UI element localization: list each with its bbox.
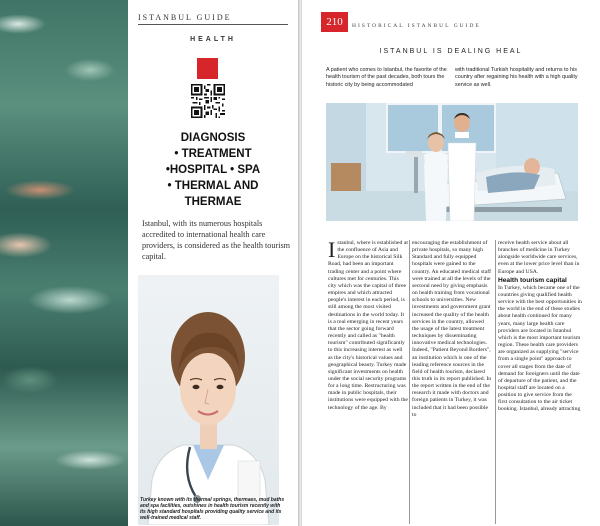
drop-cap: I: [328, 237, 336, 262]
hospital-room-photo: [326, 103, 578, 221]
section-label: HEALTH: [190, 36, 236, 43]
headline-line: DIAGNOSIS: [180, 132, 246, 144]
article-column-2: [412, 240, 492, 419]
red-square-mark: [197, 58, 218, 79]
column-3-text-bottom: In Turkey, which became one of the countries giving qualified health service with the best opportunities in the world in the end of these studies about health continued for many years, many large health care providers are located in Istanbul which is the most important tourism region. These health care providers are organized as supplying "service from a single point" approach to cover all stages from the date of demand for foreigners until the date of departure of the patient, and the hospital staff are located on a position to give service from the first consultation to the air ticket booking. Istanbul, already attracting: [498, 284, 582, 413]
photo-caption: Turkey known with its thermal springs, thermaes, mud baths and spa facilities, outshines in health tourism recently with its high standard hospitals providing quality service and its well-trained medical staff.: [140, 497, 285, 521]
column-1-text: stanbul, where is established at the confluence of Asia and Europe on the historical Silk Road, had been an important trading center and a point where cultures met for centuries. This city which was the capital of three empires and which attracted people's interest in each period, is still among the most visited destinations in the world today. It is a real emerging in recent years that the sector going forward recently and called as "health tourism" contributed significantly to this increasing interest as well as the city's historical values and geographical beauty. Turkey made significant investments on health under the social security programs for a long time. Restructuring was made in public hospitals, their institutions were equipped with the technology of the age. By: [328, 240, 408, 411]
column-divider: [409, 240, 410, 524]
article-column-3: [498, 240, 582, 414]
qr-code-icon: [191, 84, 225, 118]
running-head: HISTORICAL ISTANBUL GUIDE: [352, 23, 481, 29]
headline-line: THERMAE: [184, 196, 242, 208]
thermal-water-photo: [0, 0, 128, 526]
page-number: 210: [321, 12, 348, 32]
intro-text: Istanbul, with its numerous hospitals accredited to international health care providers, is considered as the health tourism capital.: [142, 219, 291, 261]
headline: [128, 130, 298, 210]
headline-line: • TREATMENT: [174, 148, 252, 160]
column-divider: [495, 240, 496, 524]
hospital-illustration: [326, 103, 578, 221]
nurse-photo: [138, 275, 279, 525]
left-page: [0, 0, 298, 526]
lead-text-right: with traditional Turkish hospitality and returns to his country after regaining his health with a high quality service as well.: [455, 67, 578, 88]
nurse-illustration: [138, 275, 279, 525]
headline-line: • THERMAL AND: [167, 180, 259, 192]
subheading: Health tourism capital: [498, 276, 567, 284]
article-column-1: [328, 237, 408, 412]
column-2-text: encouraging the establishment of private hospitals, so many high Standard and fully equipped hospitals were gained to the country. An educated medical staff were trained at all the levels of the sectoral need by giving emphasis on health training from vocational schools to universities. New investments and government grant increased the quality of the health services in the country, allowed the usage of the latest treatment techniques by disseminating innovative medical technologies. Indeed, "Patient Beyond Borders", an institution which is one of the leading reference sources in the field of health tourism, declared this truth in its report published. In the report written in the end of the research it made with doctors and foreign patients in Turkey, it was included that it had been possible to: [412, 240, 492, 418]
header-rule: [138, 24, 288, 25]
right-page: [302, 0, 600, 526]
headline-line: •HOSPITAL • SPA: [165, 164, 261, 176]
column-3-text-top: receive health service about all branches of medicine in Turkey alongside worldwide care services, even at the lower price level than in Europe and USA.: [498, 240, 580, 275]
lead-text-left: A patient who comes to Istanbul, the favorite of the health tourism of the past decades, both tours the historic city by being accommodated: [326, 67, 447, 88]
article-title: ISTANBUL IS DEALING HEAL: [379, 48, 523, 55]
guide-title: ISTANBUL GUIDE: [138, 13, 232, 22]
